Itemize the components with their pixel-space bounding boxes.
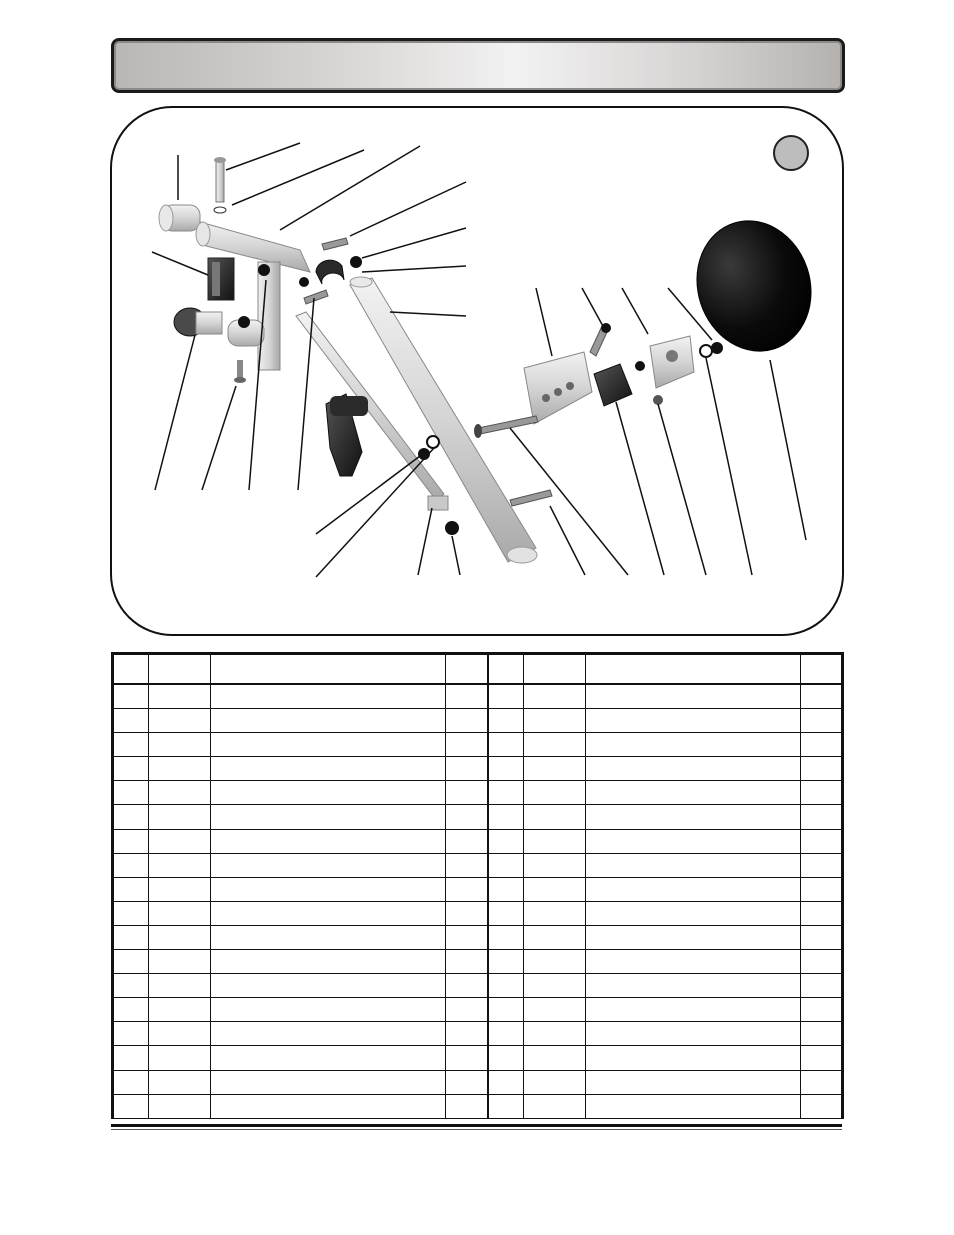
table-cell <box>801 1046 843 1070</box>
table-cell <box>801 877 843 901</box>
table-cell <box>211 877 446 901</box>
table-cell <box>801 974 843 998</box>
knob <box>174 308 222 336</box>
table-cell <box>586 925 801 949</box>
table-cell <box>113 805 149 829</box>
screw-a <box>635 361 645 371</box>
table-cell <box>113 829 149 853</box>
table-cell <box>211 1070 446 1094</box>
table-row <box>113 1022 843 1046</box>
col-header-qty-left <box>446 654 488 685</box>
nut-lower <box>445 521 459 535</box>
head-pad <box>680 206 827 366</box>
table-row <box>113 901 843 925</box>
table-cell <box>113 998 149 1022</box>
table-cell <box>446 974 488 998</box>
table-cell <box>488 925 524 949</box>
table-row <box>113 1070 843 1094</box>
table-cell <box>211 757 446 781</box>
pad-nut <box>711 342 723 354</box>
table-cell <box>149 781 211 805</box>
table-cell <box>211 950 446 974</box>
table-row <box>113 925 843 949</box>
table-cell <box>149 925 211 949</box>
lower-bolt <box>510 490 552 506</box>
table-cell <box>586 998 801 1022</box>
table-cell <box>211 733 446 757</box>
mount-bracket <box>524 352 592 424</box>
table-cell <box>488 829 524 853</box>
table-cell <box>211 974 446 998</box>
table-cell <box>149 757 211 781</box>
table-cell <box>113 757 149 781</box>
table-cell <box>113 733 149 757</box>
pad-mount-plate <box>650 336 694 388</box>
table-cell <box>149 1046 211 1070</box>
table-cell <box>801 901 843 925</box>
col-header-part-right <box>524 654 586 685</box>
table-cell <box>524 998 586 1022</box>
table-cell <box>586 1022 801 1046</box>
table-cell <box>113 974 149 998</box>
table-row <box>113 1094 843 1118</box>
table-cell <box>149 684 211 709</box>
table-cell <box>446 1094 488 1118</box>
table-cell <box>586 1070 801 1094</box>
table-cell <box>488 757 524 781</box>
table-header-row <box>113 654 843 685</box>
table-cell <box>524 805 586 829</box>
table-cell <box>113 901 149 925</box>
table-cell <box>446 733 488 757</box>
table-cell <box>149 733 211 757</box>
table-cell <box>801 1022 843 1046</box>
table-row <box>113 877 843 901</box>
table-cell <box>149 829 211 853</box>
table-cell <box>586 1046 801 1070</box>
table-cell <box>446 709 488 733</box>
table-cell <box>211 1022 446 1046</box>
table-cell <box>488 733 524 757</box>
table-cell <box>211 829 446 853</box>
table-cell <box>801 853 843 877</box>
table-cell <box>446 950 488 974</box>
table-cell <box>524 781 586 805</box>
table-cell <box>149 950 211 974</box>
table-cell <box>446 877 488 901</box>
table-cell <box>211 805 446 829</box>
table-cell <box>211 781 446 805</box>
table-cell <box>586 733 801 757</box>
pivot-sleeve <box>159 205 200 231</box>
table-cell <box>524 1046 586 1070</box>
table-cell <box>488 781 524 805</box>
table-cell <box>211 1046 446 1070</box>
table-cell <box>524 1094 586 1118</box>
table-row <box>113 974 843 998</box>
pad-clamp-block <box>594 364 632 406</box>
table-cell <box>586 781 801 805</box>
table-cell <box>488 709 524 733</box>
col-header-desc-left <box>211 654 446 685</box>
table-cell <box>149 877 211 901</box>
table-cell <box>446 1022 488 1046</box>
clamp-block <box>208 258 234 300</box>
table-cell <box>488 1070 524 1094</box>
table-row <box>113 781 843 805</box>
col-header-qty-right <box>801 654 843 685</box>
col-header-desc-right <box>586 654 801 685</box>
table-cell <box>488 1022 524 1046</box>
table-cell <box>488 998 524 1022</box>
pad-washer <box>700 345 712 357</box>
table-cell <box>586 757 801 781</box>
table-cell <box>488 1094 524 1118</box>
release-handle <box>326 394 368 476</box>
small-bolt <box>234 360 246 383</box>
table-cell <box>586 709 801 733</box>
table-cell <box>113 950 149 974</box>
table-cell <box>446 998 488 1022</box>
table-cell <box>586 974 801 998</box>
table-cell <box>801 1070 843 1094</box>
table-cell <box>524 1070 586 1094</box>
table-cell <box>149 901 211 925</box>
table-cell <box>488 901 524 925</box>
table-cell <box>113 1094 149 1118</box>
col-header-part-left <box>149 654 211 685</box>
table-cell <box>113 709 149 733</box>
table-cell <box>488 877 524 901</box>
table-cell <box>586 829 801 853</box>
table-cell <box>524 974 586 998</box>
table-cell <box>801 925 843 949</box>
table-cell <box>524 757 586 781</box>
table-cell <box>801 757 843 781</box>
table-row <box>113 709 843 733</box>
table-cell <box>113 684 149 709</box>
hanger-pin <box>214 157 226 213</box>
table-cell <box>113 781 149 805</box>
table-cell <box>446 853 488 877</box>
col-header-no-right <box>488 654 524 685</box>
nut-upper <box>258 264 270 276</box>
screw-b <box>653 395 663 405</box>
table-cell <box>149 709 211 733</box>
table-cell <box>113 1046 149 1070</box>
table-cell <box>524 684 586 709</box>
washer <box>427 436 439 448</box>
table-cell <box>149 805 211 829</box>
diagram-badge <box>774 136 808 170</box>
table-cell <box>149 998 211 1022</box>
table-cell <box>586 1094 801 1118</box>
table-cell <box>446 1070 488 1094</box>
table-cell <box>446 1046 488 1070</box>
table-row <box>113 1046 843 1070</box>
bottom-rule-thin <box>111 1129 842 1130</box>
table-body <box>113 684 843 1118</box>
table-cell <box>586 684 801 709</box>
table-cell <box>586 901 801 925</box>
table-cell <box>801 950 843 974</box>
table-cell <box>149 853 211 877</box>
table-cell <box>446 684 488 709</box>
table-cell <box>801 998 843 1022</box>
table-cell <box>488 853 524 877</box>
table-row <box>113 998 843 1022</box>
table-cell <box>113 1022 149 1046</box>
table-cell <box>211 1094 446 1118</box>
table-cell <box>586 877 801 901</box>
table-cell <box>524 877 586 901</box>
col-header-no-left <box>113 654 149 685</box>
table-row <box>113 733 843 757</box>
table-cell <box>524 901 586 925</box>
table-cell <box>149 1094 211 1118</box>
table-cell <box>211 901 446 925</box>
long-bolt <box>474 416 538 438</box>
table-cell <box>801 733 843 757</box>
table-cell <box>801 829 843 853</box>
bottom-rule <box>111 1124 842 1127</box>
table-cell <box>211 853 446 877</box>
table-cell <box>149 1070 211 1094</box>
table-cell <box>586 853 801 877</box>
table-cell <box>149 1022 211 1046</box>
table-cell <box>524 1022 586 1046</box>
table-cell <box>446 805 488 829</box>
table-cell <box>446 901 488 925</box>
table-cell <box>113 925 149 949</box>
table-cell <box>524 829 586 853</box>
top-bolt <box>590 323 611 356</box>
clamp-half <box>316 260 344 284</box>
table-cell <box>586 805 801 829</box>
table-row <box>113 757 843 781</box>
table-cell <box>211 998 446 1022</box>
table-cell <box>113 1070 149 1094</box>
table-cell <box>524 925 586 949</box>
table-cell <box>488 1046 524 1070</box>
parts-list-table <box>111 652 844 1119</box>
table-cell <box>488 805 524 829</box>
table-cell <box>446 829 488 853</box>
table-row <box>113 950 843 974</box>
table-cell <box>801 684 843 709</box>
table-row <box>113 829 843 853</box>
table-cell <box>488 950 524 974</box>
table-cell <box>801 709 843 733</box>
table-cell <box>586 950 801 974</box>
table-cell <box>524 853 586 877</box>
table-cell <box>446 781 488 805</box>
table-cell <box>149 974 211 998</box>
table-cell <box>446 757 488 781</box>
table-cell <box>113 877 149 901</box>
table-row <box>113 805 843 829</box>
table-cell <box>488 684 524 709</box>
table-cell <box>524 709 586 733</box>
table-cell <box>211 684 446 709</box>
table-cell <box>113 853 149 877</box>
table-cell <box>801 1094 843 1118</box>
table-cell <box>211 709 446 733</box>
table-cell <box>446 925 488 949</box>
table-cell <box>211 925 446 949</box>
table-cell <box>524 733 586 757</box>
table-cell <box>801 781 843 805</box>
table-row <box>113 684 843 709</box>
table-row <box>113 853 843 877</box>
table-cell <box>524 950 586 974</box>
table-cell <box>801 805 843 829</box>
table-cell <box>488 974 524 998</box>
